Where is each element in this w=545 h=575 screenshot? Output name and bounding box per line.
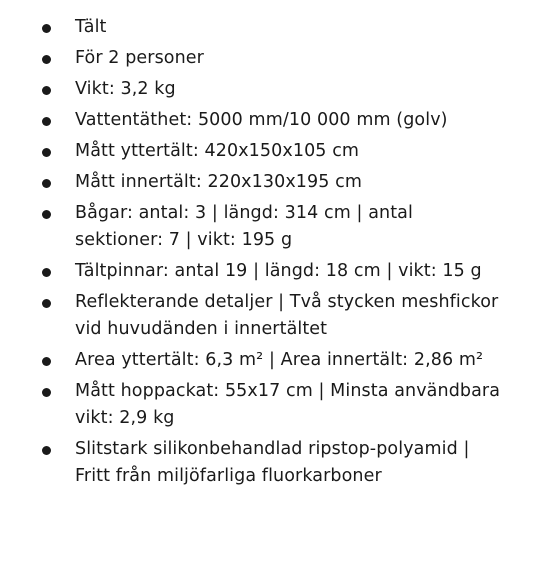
spec-text: För 2 personer bbox=[75, 48, 204, 68]
list-item bbox=[0, 436, 545, 490]
list-item bbox=[0, 258, 545, 285]
list-item bbox=[0, 14, 545, 41]
bullet-icon bbox=[42, 24, 51, 33]
spec-text: Tält bbox=[75, 17, 107, 37]
spec-text: Tältpinnar: antal 19 | längd: 18 cm | vikt: 15 g bbox=[75, 261, 482, 281]
bullet-icon bbox=[42, 179, 51, 188]
list-item bbox=[0, 200, 545, 254]
spec-text: Slitstark silikonbehandlad ripstop-polyamid | Fritt från miljöfarliga fluorkarboner bbox=[75, 439, 470, 486]
list-item bbox=[0, 378, 545, 432]
list-item bbox=[0, 107, 545, 134]
bullet-icon bbox=[42, 388, 51, 397]
spec-text: Bågar: antal: 3 | längd: 314 cm | antal sektioner: 7 | vikt: 195 g bbox=[75, 203, 413, 250]
bullet-icon bbox=[42, 446, 51, 455]
list-item bbox=[0, 138, 545, 165]
list-item bbox=[0, 76, 545, 103]
spec-text: Mått innertält: 220x130x195 cm bbox=[75, 172, 363, 192]
list-item bbox=[0, 169, 545, 196]
bullet-icon bbox=[42, 148, 51, 157]
bullet-icon bbox=[42, 117, 51, 126]
spec-text: Vikt: 3,2 kg bbox=[75, 79, 176, 99]
list-item bbox=[0, 45, 545, 72]
spec-text: Area yttertält: 6,3 m² | Area innertält: 2,86 m² bbox=[75, 350, 484, 370]
list-item bbox=[0, 289, 545, 343]
list-item bbox=[0, 347, 545, 374]
spec-text: Reflekterande detaljer | Två stycken meshfickor vid huvudänden i innertältet bbox=[75, 292, 499, 339]
bullet-icon bbox=[42, 86, 51, 95]
bullet-icon bbox=[42, 357, 51, 366]
bullet-icon bbox=[42, 268, 51, 277]
spec-text: Vattentäthet: 5000 mm/10 000 mm (golv) bbox=[75, 110, 448, 130]
spec-text: Mått yttertält: 420x150x105 cm bbox=[75, 141, 360, 161]
bullet-icon bbox=[42, 55, 51, 64]
bullet-icon bbox=[42, 299, 51, 308]
bullet-icon bbox=[42, 210, 51, 219]
spec-text: Mått hoppackat: 55x17 cm | Minsta användbara vikt: 2,9 kg bbox=[75, 381, 501, 428]
